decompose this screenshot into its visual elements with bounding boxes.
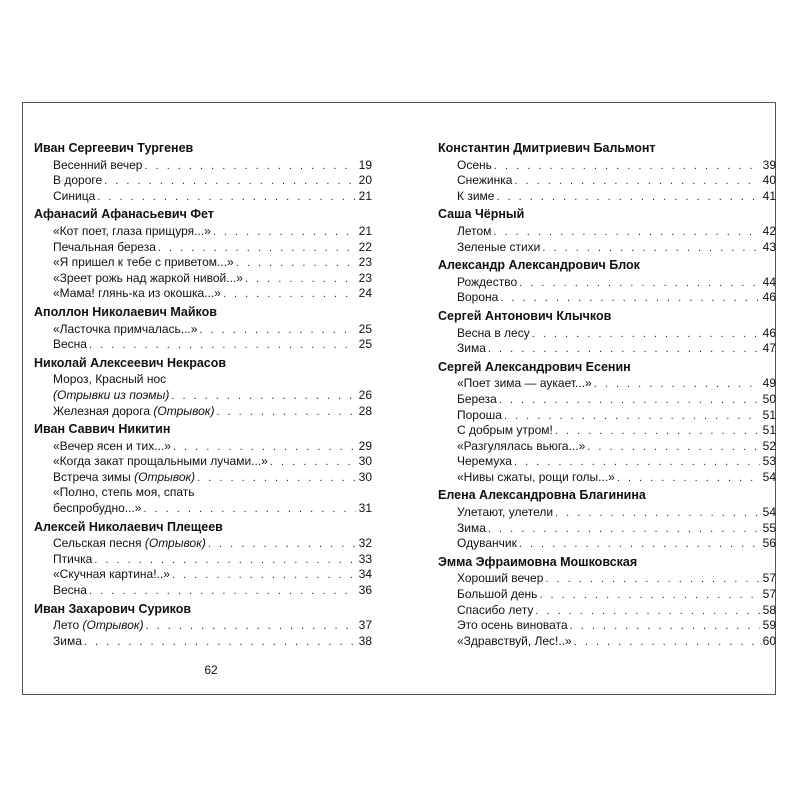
- dot-leader: [143, 502, 356, 518]
- entry-page: 54: [762, 469, 776, 484]
- entry-page: 58: [762, 602, 776, 617]
- author-heading: Аполлон Николаевич Майков: [34, 304, 217, 319]
- author-heading: Алексей Николаевич Плещеев: [34, 519, 223, 534]
- dot-leader: [270, 455, 356, 471]
- dot-leader: [555, 506, 760, 522]
- dot-leader: [84, 635, 356, 651]
- toc-entry: [34, 618, 372, 634]
- toc-entry: [34, 271, 372, 287]
- entry-page: 60: [762, 633, 776, 648]
- dot-leader: [488, 342, 760, 358]
- entry-title: беспробудно...»: [53, 501, 142, 516]
- dot-leader: [97, 190, 356, 206]
- entry-title: «Здравствуй, Лес!..»: [457, 633, 572, 648]
- entry-page: 43: [762, 239, 776, 254]
- entry-title: Весна: [53, 337, 87, 352]
- entry-page: 42: [762, 223, 776, 238]
- dot-leader: [514, 455, 760, 471]
- entry-page: 51: [762, 407, 776, 422]
- entry-title: Пороша: [457, 407, 502, 422]
- entry-title: «Поет зима — аукает...»: [457, 376, 592, 391]
- author-heading: Иван Захарович Суриков: [34, 601, 192, 616]
- dot-leader: [89, 338, 356, 354]
- entry-page: 34: [358, 567, 372, 582]
- author-heading: Константин Дмитриевич Бальмонт: [438, 141, 656, 155]
- entry-page: 30: [358, 469, 372, 484]
- dot-leader: [574, 635, 760, 651]
- entry-title: Зима: [53, 633, 82, 648]
- author-heading: Саша Чёрный: [438, 207, 525, 222]
- entry-page: 30: [358, 454, 372, 469]
- dot-leader: [173, 440, 356, 456]
- toc-entry: [34, 634, 372, 650]
- dot-leader: [216, 405, 356, 421]
- entry-note: (Отрывки из поэмы): [53, 387, 170, 402]
- dot-leader: [223, 287, 356, 303]
- toc-entry: [438, 521, 776, 537]
- toc-entry: [34, 470, 372, 486]
- dot-leader: [94, 553, 356, 569]
- entry-title: Черемуха: [457, 454, 512, 469]
- entry-page: 51: [762, 423, 776, 438]
- entry-title: Большой день: [457, 587, 538, 602]
- entry-page: 38: [358, 633, 372, 648]
- entry-title: Хороший вечер: [457, 571, 544, 586]
- toc-entry: [438, 618, 776, 634]
- dot-leader: [514, 174, 760, 190]
- toc-entry: [34, 240, 372, 256]
- toc-entry: [34, 439, 372, 455]
- toc-entry: [34, 189, 372, 205]
- dot-leader: [499, 393, 760, 409]
- toc-entry: [34, 286, 372, 302]
- dot-leader: [519, 276, 760, 292]
- entry-page: 26: [358, 387, 372, 402]
- dot-leader: [236, 256, 356, 272]
- dot-leader: [89, 584, 356, 600]
- dot-leader: [539, 588, 760, 604]
- dot-leader: [570, 619, 760, 635]
- entry-page: 37: [358, 618, 372, 633]
- toc-entry: [438, 571, 776, 587]
- entry-page: 19: [358, 157, 372, 172]
- entry-title: К зиме: [457, 188, 495, 203]
- entry-title: Весна в лесу: [457, 325, 530, 340]
- entry-title: «Скучная картина!..»: [53, 567, 170, 582]
- entry-title: Птичка: [53, 551, 93, 566]
- dot-leader: [171, 389, 356, 405]
- entry-title: «Кот поет, глаза прищуря...»: [53, 223, 211, 238]
- toc-entry: [34, 583, 372, 599]
- entry-title: «Вечер ясен и тих...»: [53, 438, 171, 453]
- dot-leader: [532, 327, 760, 343]
- toc-entry: [438, 392, 776, 408]
- entry-page: 24: [358, 286, 372, 301]
- toc-entry: [438, 275, 776, 291]
- dot-leader: [172, 568, 356, 584]
- entry-title: Железная дорога (Отрывок): [53, 403, 215, 418]
- entry-page: 20: [358, 173, 372, 188]
- toc-entry: [34, 388, 372, 404]
- toc-entry: [34, 372, 372, 388]
- entry-page: 52: [762, 438, 776, 453]
- toc-entry: [438, 634, 776, 650]
- dot-leader: [545, 572, 760, 588]
- toc-entry: [438, 470, 776, 486]
- entry-note: (Отрывок): [82, 618, 144, 633]
- entry-page: 59: [762, 618, 776, 633]
- page-number: 62: [204, 663, 218, 677]
- toc-entry: [34, 224, 372, 240]
- entry-note: (Отрывок): [144, 536, 206, 551]
- entry-title: Летом: [457, 223, 492, 238]
- dot-leader: [158, 241, 356, 257]
- entry-title: Весна: [53, 583, 87, 598]
- entry-title: «Нивы сжаты, рощи голы...»: [457, 469, 615, 484]
- toc-entry: [34, 337, 372, 353]
- entry-page: 21: [358, 223, 372, 238]
- entry-note: (Отрывок): [134, 469, 196, 484]
- dot-leader: [493, 225, 760, 241]
- dot-leader: [496, 190, 760, 206]
- entry-title: «Разгулялась вьюга...»: [457, 438, 586, 453]
- entry-page: 25: [358, 321, 372, 336]
- entry-page: 57: [762, 587, 776, 602]
- entry-title: [53, 388, 169, 404]
- toc-entry: [34, 322, 372, 338]
- entry-title: «Полно, степь моя, спать: [53, 485, 195, 500]
- author-heading: Елена Александровна Благинина: [438, 488, 646, 503]
- entry-page: 36: [358, 583, 372, 598]
- toc-entry: [34, 158, 372, 174]
- toc-entry: [438, 240, 776, 256]
- entry-title: «Ласточка примчалась...»: [53, 321, 198, 336]
- toc-entry: [438, 376, 776, 392]
- entry-page: 23: [358, 255, 372, 270]
- toc-entry: [438, 224, 776, 240]
- author-heading: Сергей Антонович Клычков: [438, 308, 612, 323]
- dot-leader: [617, 471, 760, 487]
- entry-title: Снежинка: [457, 173, 513, 188]
- author-heading: Иван Саввич Никитин: [34, 422, 171, 437]
- toc-entry: [438, 326, 776, 342]
- entry-page: 39: [762, 157, 776, 172]
- entry-title: Это осень виновата: [457, 618, 568, 633]
- entry-title: Осень: [457, 157, 492, 172]
- entry-page: 46: [762, 325, 776, 340]
- entry-title: Синица: [53, 188, 96, 203]
- toc-entry: [438, 505, 776, 521]
- toc-entry: [438, 423, 776, 439]
- dot-leader: [555, 424, 760, 440]
- entry-page: 22: [358, 239, 372, 254]
- dot-leader: [104, 174, 356, 190]
- entry-title: В дороге: [53, 173, 103, 188]
- entry-note: (Отрывок): [153, 403, 215, 418]
- entry-title: «Я пришел к тебе с приветом...»: [53, 255, 234, 270]
- entry-title: Лето (Отрывок): [53, 618, 144, 633]
- entry-title: С добрым утром!: [457, 423, 553, 438]
- entry-title: «Когда закат прощальными лучами...»: [53, 454, 268, 469]
- author-heading: Николай Алексеевич Некрасов: [34, 355, 227, 370]
- entry-title: Спасибо лету: [457, 602, 534, 617]
- entry-page: 21: [358, 188, 372, 203]
- toc-entry: [34, 404, 372, 420]
- toc-right-column: [438, 140, 776, 649]
- toc-entry: [34, 173, 372, 189]
- entry-title: Рождество: [457, 274, 518, 289]
- dot-leader: [519, 537, 760, 553]
- toc-entry: [438, 587, 776, 603]
- entry-page: 55: [762, 520, 776, 535]
- author-heading: Афанасий Афанасьевич Фет: [34, 207, 214, 222]
- entry-page: 54: [762, 505, 776, 520]
- entry-title: Ворона: [457, 290, 499, 305]
- dot-leader: [542, 241, 760, 257]
- toc-entry: [438, 173, 776, 189]
- toc-entry: [438, 290, 776, 306]
- dot-leader: [144, 159, 356, 175]
- entry-page: 32: [358, 536, 372, 551]
- entry-page: 44: [762, 274, 776, 289]
- dot-leader: [504, 409, 760, 425]
- entry-title: Одуванчик: [457, 536, 517, 551]
- entry-page: 50: [762, 391, 776, 406]
- entry-title: Весенний вечер: [53, 157, 143, 172]
- author-heading: Александр Александрович Блок: [438, 258, 640, 273]
- dot-leader: [146, 619, 356, 635]
- entry-title: Зима: [457, 341, 486, 356]
- entry-title: «Мама! глянь-ка из окошка...»: [53, 286, 221, 301]
- entry-page: 41: [762, 188, 776, 203]
- toc-entry: [438, 158, 776, 174]
- toc-entry: [34, 536, 372, 552]
- toc-entry: [438, 408, 776, 424]
- entry-title: Зеленые стихи: [457, 239, 541, 254]
- entry-page: 28: [358, 403, 372, 418]
- toc-entry: [438, 454, 776, 470]
- entry-title: Встреча зимы (Отрывок): [53, 469, 196, 484]
- dot-leader: [494, 159, 760, 175]
- entry-page: 57: [762, 571, 776, 586]
- author-heading: Сергей Александрович Есенин: [438, 359, 631, 374]
- toc-entry: [34, 567, 372, 583]
- toc-entry: [438, 603, 776, 619]
- toc-entry: [34, 454, 372, 470]
- dot-leader: [594, 377, 760, 393]
- dot-leader: [587, 440, 760, 456]
- toc-entry: [438, 189, 776, 205]
- entry-page: 40: [762, 173, 776, 188]
- entry-title: «Зреет рожь над жаркой нивой...»: [53, 270, 243, 285]
- entry-page: 56: [762, 536, 776, 551]
- dot-leader: [488, 522, 760, 538]
- toc-entry: [438, 439, 776, 455]
- dot-leader: [197, 471, 356, 487]
- dot-leader: [199, 323, 356, 339]
- entry-page: 33: [358, 551, 372, 566]
- entry-page: 53: [762, 454, 776, 469]
- toc-entry: [438, 536, 776, 552]
- toc-entry: [438, 341, 776, 357]
- entry-title: Зима: [457, 520, 486, 535]
- toc-entry: [34, 501, 372, 517]
- entry-title: Мороз, Красный нос: [53, 372, 167, 387]
- dot-leader: [535, 604, 760, 620]
- toc-entry: [34, 255, 372, 271]
- dot-leader: [213, 225, 356, 241]
- toc-entry: [34, 485, 372, 501]
- dot-leader: [245, 272, 356, 288]
- toc-left-column: [34, 140, 372, 649]
- entry-title: Улетают, улетели: [457, 505, 554, 520]
- entry-title: Береза: [457, 391, 497, 406]
- entry-title: Сельская песня (Отрывок): [53, 536, 206, 551]
- entry-page: 47: [762, 341, 776, 356]
- entry-page: 29: [358, 438, 372, 453]
- book-spread: [22, 102, 776, 695]
- entry-title: Печальная береза: [53, 239, 156, 254]
- author-heading: Иван Сергеевич Тургенев: [34, 141, 194, 155]
- dot-leader: [500, 291, 760, 307]
- entry-page: 23: [358, 270, 372, 285]
- entry-page: 49: [762, 376, 776, 391]
- dot-leader: [208, 537, 356, 553]
- author-heading: Эмма Эфраимовна Мошковская: [438, 554, 638, 569]
- entry-page: 31: [358, 501, 372, 516]
- entry-page: 25: [358, 337, 372, 352]
- toc-entry: [34, 552, 372, 568]
- entry-page: 46: [762, 290, 776, 305]
